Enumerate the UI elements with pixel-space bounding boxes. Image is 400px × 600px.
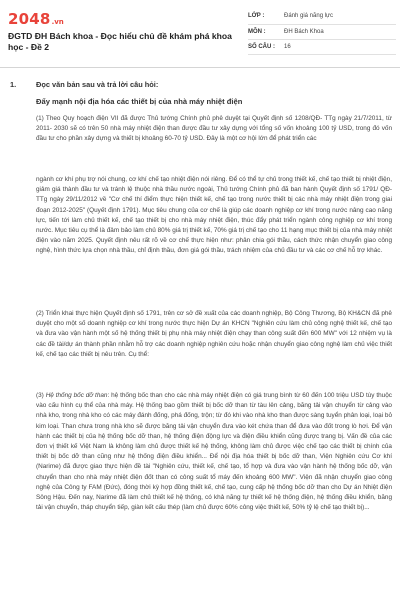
info-value: 16 (280, 39, 396, 54)
site-logo[interactable] (8, 8, 64, 28)
paragraph-3: (2) Triển khai thực hiện Quyết định số 1791, trên cơ sở đề xuất của các doanh nghiệp, Bộ Công Thương, Bộ KH&CN đã phê duyệt cho một số doanh nghiệp cơ khí trong nước thực hiện Dự án KHCN "Nghiên cứu làm chủ công nghệ thiết kế, chế tạo và đưa vào vận hành một số hệ thống thiết bị phụ nhà máy nhiệt điện chạy than công suất đến 600 MW" với 12 nhiệm vụ là các đề tài/dự án thành phần nhằm hỗ trợ các doanh nghiệp nghiên cứu hoặc nhận chuyển giao công nghệ làm chủ việc thiết kế, chế tạo các thiết bị nêu trên. Cụ thể: (36, 310, 392, 358)
info-key: MÔN : (248, 24, 280, 39)
question-number: 1. (10, 80, 17, 89)
info-table (248, 9, 396, 55)
paragraph-4-lead: Hệ thống bốc dỡ than (45, 392, 108, 399)
info-value: ĐH Bách Khoa (280, 24, 396, 39)
question-heading (10, 80, 158, 89)
paragraph-4-prefix: (3) (36, 392, 46, 399)
info-row-class (248, 9, 396, 24)
info-key: SỐ CÂU : (248, 39, 280, 54)
info-value: Đánh giá năng lực (280, 9, 396, 24)
page-header (0, 0, 400, 68)
paragraph-2: ngành cơ khí phụ trợ nói chung, cơ khí chế tạo nhiệt điện nói riêng. Để có thể tự chủ trong thiết kế, chế tạo thiết bị nhiệt điện, giảm giá thành đầu tư và tránh lệ thuộc nhà thầu nước ngoài, Thủ tướng Chính phủ đã ban hành Quyết định số 1791/ QĐ-TTg ngày 29/11/2012 về "Cơ chế thí điểm thực hiện thiết kế, chế tạo trong nước thiết bị các nhà máy nhiệt điện trong giai đoạn 2012-2025" (Quyết định 1791). Mục tiêu chung của cơ chế là giúp các doanh nghiệp cơ khí trong nước nâng cao năng lực, tiến tới làm chủ thiết kế, chế tạo thiết bị cho nhà máy nhiệt điện, thúc đẩy phát triển ngành công nghiệp cơ khí trong nước. Mục tiêu cụ thể là đảm bảo làm chủ 80% giá trị thiết kế, 70% giá trị chế tạo cho 11 hạng mục thiết bị của nhà máy nhiệt điện vào năm 2025. Quyết định nêu rất rõ về cơ chế thực hiện như: phân chia gói thầu, cách thức nhận chuyển giao công nghệ, hình thức lựa chọn nhà thầu, chỉ định thầu, đơn giá gói thầu, trách nhiệm của chủ đầu tư và các cơ chế hỗ trợ khác. (36, 176, 392, 255)
logo-domain: .vn (51, 18, 64, 26)
paragraph-4-body: : hệ thống bốc than cho các nhà máy nhiệt điện có giá trung bình từ 60 đến 100 triệu USD tùy thuộc vào cấu hình cụ thể của nhà máy. Hệ thống bao gồm thiết bị bốc dỡ than từ tàu lên cảng, băng tải vận chuyển từ cảng vào nhà kho, trong nhà kho có các máy đánh đống, phá đống, trộn; từ đó khi vào nhà kho than được sàng tuyển phân loại, loại bỏ kim loại. Than chưa trong nhà kho sẽ được băng tải vận chuyển đưa vào két chứa than để đưa vào đốt trong lò hơi. Để vận hành các thiết bị của hệ thống bốc dỡ than, hệ thống điện động lực và điện điều khiển cũng được trang bị. Vấn đề của các đơn vị thiết kế Việt Nam là không làm chủ được thiết kế hệ thống, không làm chủ được việc chế tạo các thiết bị chính của thiết bị bốc dỡ than cũng như hệ thống điện điều khiển... Để nội địa hóa thiết bị bốc dỡ than, Viện Nghiên cứu Cơ khí (Narime) đã được giao thực hiện đề tài "Nghiên cứu, thiết kế, chế tạo, tổ hợp và đưa vào vận hành hệ thống bốc dỡ, vận chuyển than cho nhà máy nhiệt điện đốt than có công suất tổ máy đến khoảng 600 MW". Viện đã nhận chuyển giao công nghệ của Công ty FAM (Đức), đóng thời kỳ hợp đồng thiết kế, chế tạo, cung cấp hệ thống bốc dỡ than cho Dự án Nhiệt điện Sông Hậu. Đến nay, Narime đã làm chủ thiết kế hệ thống, có khả năng tự thiết kế hệ thống điện, hệ thống điều khiển, băng tải vận chuyển, tháp chuyển tiếp, giàn kết cấu thép (làm chủ được 60% công việc thiết kế, 50% tỷ lệ chế tạo thiết bị)... (36, 392, 392, 512)
question-instruction: Đọc văn bản sau và trả lời câu hỏi: (36, 80, 159, 89)
info-row-subject (248, 24, 396, 39)
paragraph-1: (1) Theo Quy hoạch điện VII đã được Thủ tướng Chính phủ phê duyệt tại Quyết định số 1208/QĐ- TTg ngày 21/7/2011, từ 2011- 2030 sẽ có trên 50 nhà máy nhiệt điện than được đầu tư xây dựng với tổng số vốn khoảng 100 tỷ USD, trong đó vốn đầu tư cho phần xây dựng và thiết bị khoảng 60-70 tỷ USD. Đây là một cơ hội lớn để phát triển các (36, 115, 392, 143)
info-row-count (248, 39, 396, 54)
paragraph-4 (36, 391, 392, 513)
passage-title: Đẩy mạnh nội địa hóa các thiết bị của nhà máy nhiệt điện (36, 97, 243, 106)
document-title: ĐGTD ĐH Bách khoa - Đọc hiểu chủ đề khám phá khoa học - Đề 2 (8, 31, 232, 52)
info-key: LỚP : (248, 9, 280, 24)
logo-text: 2048 (8, 10, 51, 28)
